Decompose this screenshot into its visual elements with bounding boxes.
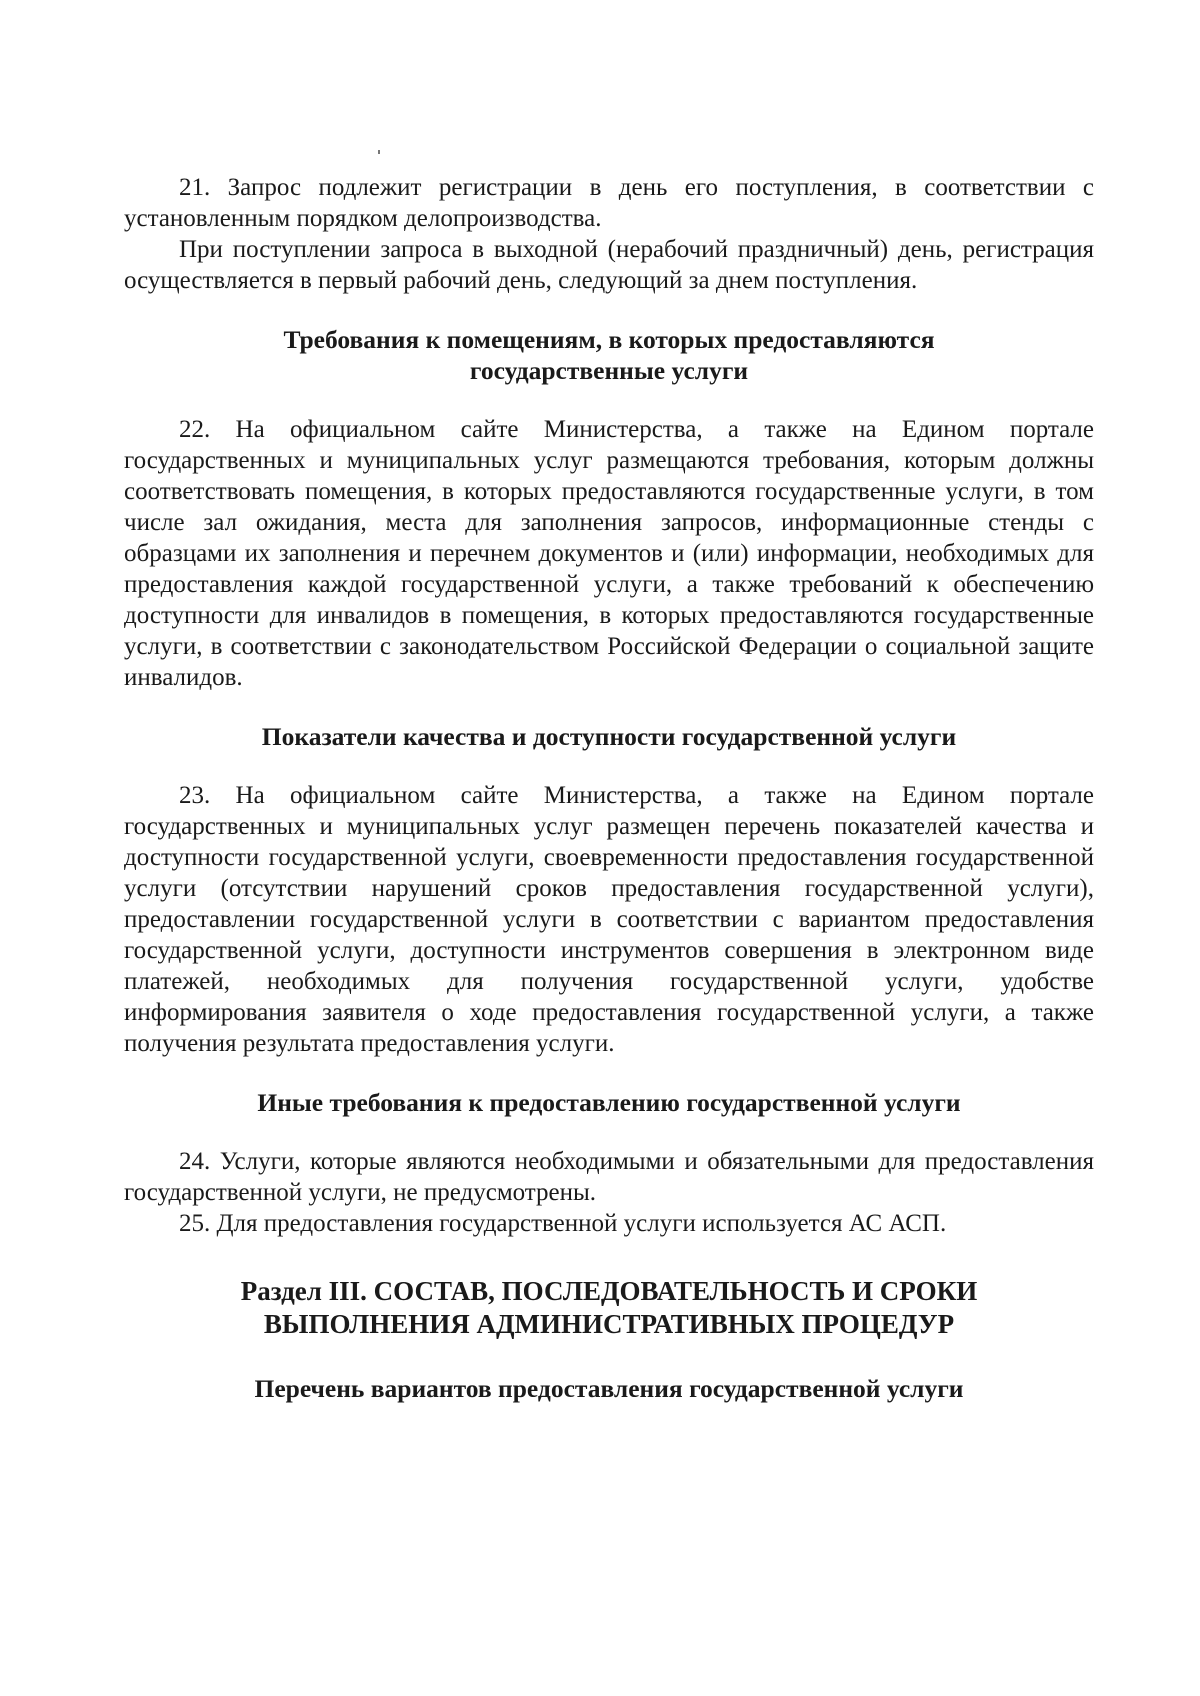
heading-premises-line-2: государственные услуги (469, 356, 749, 385)
paragraph-21-continued: При поступлении запроса в выходной (нерабочий праздничный) день, регистрация осуществляется в первый рабочий день, следующий за днем поступления. (124, 236, 1094, 294)
heading-quality-indicators: Показатели качества и доступности государственной услуги (261, 722, 957, 751)
heading-other-requirements: Иные требования к предоставлению государственной услуги (257, 1088, 961, 1117)
heading-section-3-line-2: ВЫПОЛНЕНИЯ АДМИНИСТРАТИВНЫХ ПРОЦЕДУР (263, 1309, 955, 1339)
heading-premises-requirements (124, 324, 1094, 386)
heading-section-3-line-1: Раздел III. СОСТАВ, ПОСЛЕДОВАТЕЛЬНОСТЬ И СРОКИ (240, 1276, 978, 1306)
heading-premises-line-1: Требования к помещениям, в которых предоставляются (283, 325, 935, 354)
document-body (124, 172, 1094, 1404)
heading-section-3 (124, 1275, 1094, 1341)
paragraph-23: 23. На официальном сайте Министерства, а также на Едином портале государственных и муниципальных услуг размещен перечень показателей качества и доступности государственной услуги, своевременности предоставления государственной услуги (отсутствии нарушений сроков предоставления государственной услуги), предоставлении государственной услуги в соответствии с вариантом предоставления государственной услуги, доступности инструментов совершения в электронном виде платежей, необходимых для получения государственной услуги, удобстве информирования заявителя о ходе предоставления государственной услуги, а также получения результата предоставления услуги. (124, 782, 1094, 1057)
paragraph-21: 21. Запрос подлежит регистрации в день его поступления, в соответствии с установленным порядком делопроизводства. (124, 174, 1094, 232)
paragraph-22: 22. На официальном сайте Министерства, а также на Едином портале государственных и муниципальных услуг размещаются требования, которым должны соответствовать помещения, в которых предоставляются государственные услуги, в том числе зал ожидания, места для заполнения запросов, информационные стенды с образцами их заполнения и перечнем документов и (или) информации, необходимых для предоставления каждой государственной услуги, а также требований к обеспечению доступности для инвалидов в помещения, в которых предоставляются государственные услуги, в соответствии с законодательством Российской Федерации о социальной защите инвалидов. (124, 416, 1094, 691)
paragraph-25: 25. Для предоставления государственной услуги используется АС АСП. (179, 1210, 947, 1237)
scan-speck (378, 150, 380, 154)
paragraph-24: 24. Услуги, которые являются необходимыми и обязательными для предоставления государственной услуги, не предусмотрены. (124, 1148, 1094, 1206)
heading-service-variants: Перечень вариантов предоставления государственной услуги (254, 1374, 964, 1403)
